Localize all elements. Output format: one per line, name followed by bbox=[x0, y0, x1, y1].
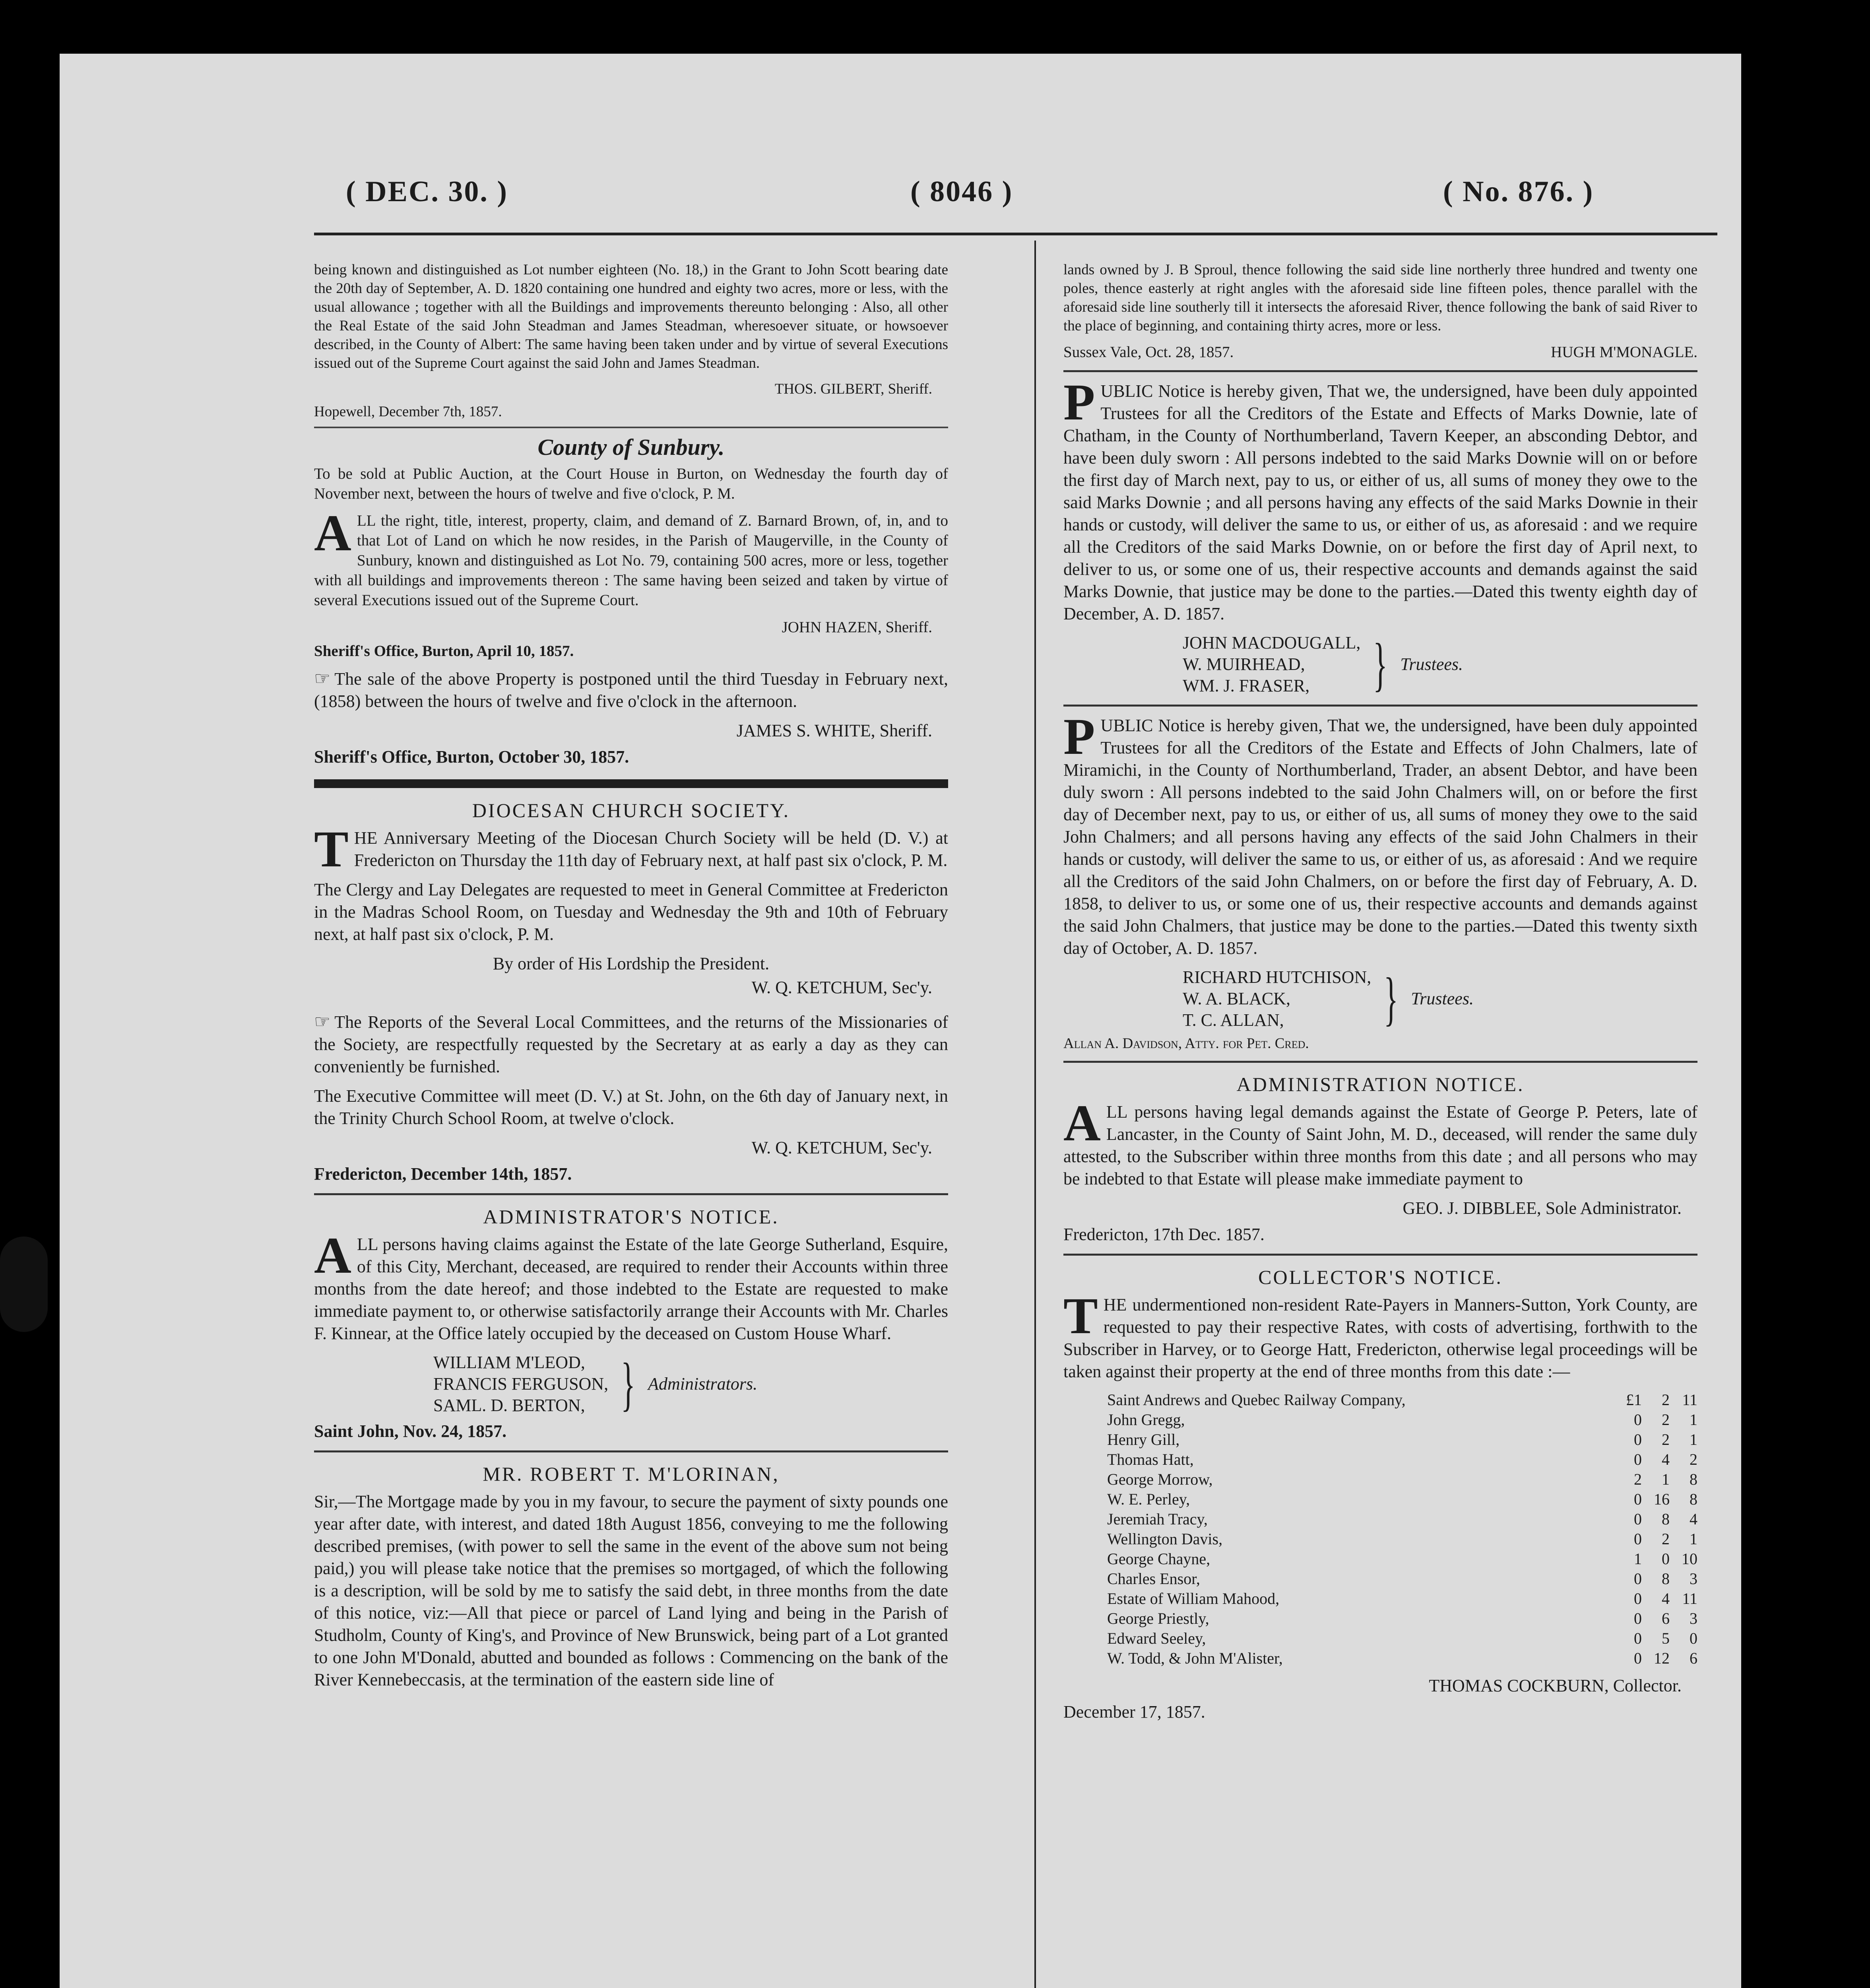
postpone-notice bbox=[314, 668, 948, 712]
admin-date: Saint John, Nov. 24, 1857. bbox=[314, 1421, 507, 1441]
postpone-signature: JAMES S. WHITE, Sheriff. bbox=[736, 721, 932, 740]
mortgage-date: Sussex Vale, Oct. 28, 1857. bbox=[1063, 344, 1234, 361]
amount-pence: 1 bbox=[1690, 1431, 1697, 1448]
amount-shillings: 0 bbox=[1662, 1550, 1670, 1568]
amount-pence: 10 bbox=[1682, 1550, 1697, 1568]
trustee-name: W. A. BLACK, bbox=[1183, 989, 1290, 1008]
collector-title: COLLECTOR'S NOTICE. bbox=[1258, 1266, 1503, 1288]
amount-pounds: 0 bbox=[1634, 1609, 1642, 1627]
sunbury-intro: To be sold at Public Auction, at the Court House in Burton, on Wednesday the fourth day of November next, between the hours of twelve and five o'clock, P. M. bbox=[314, 465, 948, 502]
gazette-page bbox=[60, 54, 1741, 1988]
ratepayer-row bbox=[1063, 1648, 1697, 1668]
chalmers-role: Trustees. bbox=[1411, 989, 1474, 1008]
ratepayer-row bbox=[1063, 1509, 1697, 1529]
amount-shillings: 1 bbox=[1662, 1470, 1670, 1488]
ratepayer-row bbox=[1063, 1470, 1697, 1489]
amount-pence: 6 bbox=[1690, 1649, 1697, 1667]
column-divider bbox=[1034, 241, 1036, 1988]
sunbury-text: ALL the right, title, interest, property, claim, and demand of Z. Barnard Brown, of, in, and to that Lot of Land on which he now resides, in the Parish of Maugerville, in the County of Sunbury, known and distinguished as Lot No. 79, containing 500 acres, more or less, together with all buildings and improvements thereon : The same having been seized and taken by virtue of several Executions issued out of the Supreme Court. bbox=[314, 505, 948, 609]
left-column bbox=[314, 260, 948, 1698]
diocesan-paragraph-1: THE Anniversary Meeting of the Diocesan Church Society will be held (D. V.) at Fredericton on Thursday the 11th day of February next, at half past six o'clock, P. M. bbox=[314, 821, 948, 878]
ratepayer-name: George Priestly, bbox=[1107, 1609, 1209, 1627]
admin-name: FRANCIS FERGUSON, bbox=[433, 1374, 609, 1394]
trustee-name: JOHN MACDOUGALL, bbox=[1183, 633, 1361, 652]
amount-pence: 4 bbox=[1690, 1510, 1697, 1528]
amount-pounds: 0 bbox=[1634, 1490, 1642, 1508]
amount-pounds: 0 bbox=[1634, 1570, 1642, 1588]
divider bbox=[1063, 370, 1697, 372]
amount-shillings: 5 bbox=[1662, 1629, 1670, 1647]
chalmers-trustees bbox=[1183, 967, 1697, 1031]
binder-clip bbox=[0, 1237, 48, 1332]
ratepayer-row bbox=[1063, 1549, 1697, 1569]
divider bbox=[1063, 1254, 1697, 1256]
ratepayer-row bbox=[1063, 1629, 1697, 1648]
ratepayer-row bbox=[1063, 1430, 1697, 1450]
diocesan-date: Fredericton, December 14th, 1857. bbox=[314, 1164, 572, 1184]
sunbury-title: County of Sunbury. bbox=[537, 434, 725, 460]
ratepayer-name: John Gregg, bbox=[1107, 1411, 1185, 1429]
divider bbox=[314, 1193, 948, 1195]
diocesan-reports bbox=[314, 1011, 948, 1078]
amount-shillings: 6 bbox=[1662, 1609, 1670, 1627]
trustee-name: T. C. ALLAN, bbox=[1183, 1010, 1284, 1030]
diocesan-paragraph-3: The Reports of the Several Local Committees, and the returns of the Missionaries of the Society, are respectfully requested by the Secretary at as early a day as they can conveniently be furnished. bbox=[314, 1012, 948, 1076]
ratepayer-name: George Chayne, bbox=[1107, 1550, 1210, 1568]
amount-pounds: 0 bbox=[1634, 1629, 1642, 1647]
amount-shillings: 4 bbox=[1662, 1450, 1670, 1468]
amount-shillings: 4 bbox=[1662, 1590, 1670, 1607]
amount-pence: 1 bbox=[1690, 1530, 1697, 1548]
ratepayer-name: Estate of William Mahood, bbox=[1107, 1590, 1280, 1607]
trustee-name: RICHARD HUTCHISON, bbox=[1183, 967, 1371, 987]
downie-role: Trustees. bbox=[1400, 654, 1463, 674]
amount-pounds: 0 bbox=[1634, 1510, 1642, 1528]
ratepayer-row bbox=[1063, 1569, 1697, 1589]
header-rule bbox=[314, 233, 1717, 235]
amount-pounds: 0 bbox=[1634, 1530, 1642, 1548]
amount-pence: 3 bbox=[1690, 1570, 1697, 1588]
admin2-text: ALL persons having legal demands against the Estate of George P. Peters, late of Lancaster, in the County of Saint John, M. D., deceased, will render the same duly attested, to the Subscriber within three months from this date ; and all persons who may be indebted to that Estate will please make immediate payment to bbox=[1063, 1095, 1697, 1188]
pointing-hand-icon: ☞ bbox=[314, 1011, 331, 1032]
amount-shillings: 8 bbox=[1662, 1570, 1670, 1588]
amount-pounds: 0 bbox=[1634, 1411, 1642, 1429]
amount-pounds: 0 bbox=[1634, 1450, 1642, 1468]
admin-role: Administrators. bbox=[648, 1374, 758, 1394]
mortgage-signature: HUGH M'MONAGLE. bbox=[1551, 344, 1697, 361]
ratepayer-name: W. E. Perley, bbox=[1107, 1490, 1190, 1508]
ratepayer-name: George Morrow, bbox=[1107, 1470, 1213, 1488]
ratepayer-row bbox=[1063, 1609, 1697, 1629]
thick-divider bbox=[314, 779, 948, 788]
ratepayer-name: W. Todd, & John M'Alister, bbox=[1107, 1649, 1283, 1667]
collector-text: THE undermentioned non-resident Rate-Payers in Manners-Sutton, York County, are requested to pay their respective Rates, with costs of advertising, forthwith to the Subscriber in Harvey, or to George Hatt, Fredericton, otherwise legal proceedings will be taken against their property at the end of three months from this date :— bbox=[1063, 1287, 1697, 1381]
diocesan-title: DIOCESAN CHURCH SOCIETY. bbox=[472, 799, 790, 821]
ratepayer-name: Charles Ensor, bbox=[1107, 1570, 1200, 1588]
diocesan-signature-2: W. Q. KETCHUM, Sec'y. bbox=[751, 1138, 932, 1157]
chalmers-attorney: Allan A. Davidson, Atty. for Pet. Cred. bbox=[1063, 1035, 1309, 1052]
amount-shillings: 2 bbox=[1662, 1391, 1670, 1409]
amount-shillings: 2 bbox=[1662, 1530, 1670, 1548]
divider bbox=[314, 1450, 948, 1452]
downie-notice: PUBLIC Notice is hereby given, That we, the undersigned, have been duly appointed Trustees for all the Creditors of the Estate and Effects of Marks Downie, late of Chatham, in the County of Northumberland, Tavern Keeper, an absconding Debtor, and have been duly sworn : All persons indebted to the said Marks Downie will on or before the first day of March next, pay to us, or either of us, all sums of money they owe to the said Marks Downie ; and all persons having any effects of the said Marks Downie in their hands or custody, will deliver the same to us, or either of us, as aforesaid : and we require all the Creditors of the said Marks Downie, on or before the first day of April next, to deliver to us, or some one of us, their respective accounts and demands against the said Marks Downie, that justice may be done to the parties.—Dated this twenty eighth day of December, A. D. 1857. bbox=[1063, 374, 1697, 623]
amount-pence: 8 bbox=[1690, 1490, 1697, 1508]
ratepayer-name: Edward Seeley, bbox=[1107, 1629, 1206, 1647]
amount-pounds: £1 bbox=[1626, 1391, 1642, 1409]
admin2-date: Fredericton, 17th Dec. 1857. bbox=[1063, 1225, 1265, 1244]
admin-title: ADMINISTRATOR'S NOTICE. bbox=[483, 1206, 779, 1228]
header-page-number: ( 8046 ) bbox=[910, 175, 1013, 208]
sunbury-date: Sheriff's Office, Burton, April 10, 1857. bbox=[314, 643, 574, 660]
ratepayer-table bbox=[1063, 1390, 1697, 1668]
amount-pounds: 2 bbox=[1634, 1470, 1642, 1488]
albert-date: Hopewell, December 7th, 1857. bbox=[314, 404, 502, 420]
amount-pence: 11 bbox=[1682, 1590, 1697, 1607]
amount-shillings: 12 bbox=[1654, 1649, 1670, 1667]
divider bbox=[314, 427, 948, 428]
diocesan-signature-1: W. Q. KETCHUM, Sec'y. bbox=[751, 978, 932, 997]
diocesan-paragraph-2: The Clergy and Lay Delegates are requested to meet in General Committee at Fredericton in the Madras School Room, on Tuesday and Wednesday the 9th and 10th of February next, at half past six o'clock, P. M. bbox=[314, 880, 948, 944]
albert-notice-text: being known and distinguished as Lot number eighteen (No. 18,) in the Grant to John Scott bearing date the 20th day of September, A. D. 1820 containing one hundred and eighty two acres, more or less, with the usual allowance ; together with all the Buildings and improvements thereunto belonging : Also, all other the Real Estate of the said John Steadman and James Steadman, wheresoever situate, or howsoever described, in the County of Albert: The same having been taken under and by virtue of several Executions issued out of the Supreme Court against the said John and James Steadman. bbox=[314, 262, 948, 371]
brace-glyph: } bbox=[1384, 966, 1399, 1032]
ratepayer-name: Saint Andrews and Quebec Railway Company, bbox=[1107, 1391, 1406, 1409]
amount-shillings: 8 bbox=[1662, 1510, 1670, 1528]
collector-date: December 17, 1857. bbox=[1063, 1702, 1205, 1722]
divider bbox=[1063, 1061, 1697, 1063]
ratepayer-row bbox=[1063, 1410, 1697, 1430]
amount-pence: 0 bbox=[1690, 1629, 1697, 1647]
mclorinan-title: MR. ROBERT T. M'LORINAN, bbox=[483, 1463, 780, 1485]
divider bbox=[1063, 705, 1697, 707]
brace-glyph: } bbox=[1373, 631, 1388, 697]
diocesan-paragraph-4: The Executive Committee will meet (D. V.) at St. John, on the 6th day of January next, in the Trinity Church School Room, at twelve o'clock. bbox=[314, 1086, 948, 1128]
amount-pence: 11 bbox=[1682, 1391, 1697, 1409]
diocesan-order: By order of His Lordship the President. bbox=[493, 954, 770, 973]
collector-signature: THOMAS COCKBURN, Collector. bbox=[1429, 1676, 1682, 1695]
amount-pence: 2 bbox=[1690, 1450, 1697, 1468]
downie-trustees bbox=[1183, 632, 1697, 697]
header-date: ( DEC. 30. ) bbox=[346, 175, 508, 208]
amount-pounds: 0 bbox=[1634, 1431, 1642, 1448]
admin-name: SAML. D. BERTON, bbox=[433, 1396, 585, 1415]
trustee-name: W. MUIRHEAD, bbox=[1183, 654, 1305, 674]
ratepayer-row bbox=[1063, 1589, 1697, 1609]
ratepayer-row bbox=[1063, 1390, 1697, 1410]
ratepayer-name: Thomas Hatt, bbox=[1107, 1450, 1194, 1468]
mclorinan-text: Sir,—The Mortgage made by you in my favour, to secure the payment of sixty pounds one year after date, with interest, and dated 18th August 1856, conveying to me the following described premises, (with power to sell the same in the event of the above sum not being paid,) you will please take notice that the premises so mortgaged, of which the following is a description, will be sold by me to satisfy the said debt, in three months from the date of this notice, viz:—All that piece or parcel of Land lying and being in the Parish of Studholm, County of King's, and Province of New Brunswick, being part of a Lot granted to one John M'Donald, abutted and bounded as follows : Commencing on the bank of the River Kennebeccasis, at the termination of the eastern side line of bbox=[314, 1492, 948, 1689]
brace-glyph: } bbox=[621, 1351, 636, 1417]
amount-pounds: 1 bbox=[1634, 1550, 1642, 1568]
mortgage-continuation: lands owned by J. B Sproul, thence following the said side line northerly three hundred and twenty one poles, thence easterly at right angles with the aforesaid side line fifteen poles, thence parallel with the aforesaid side line southerly till it intersects the aforesaid River, thence following the bank of said River to the place of beginning, and containing thirty acres, more or less. bbox=[1063, 262, 1697, 334]
admin-name: WILLIAM M'LEOD, bbox=[433, 1353, 585, 1372]
header-issue-number: ( No. 876. ) bbox=[1443, 175, 1594, 208]
right-column bbox=[1063, 260, 1697, 1723]
chalmers-notice: PUBLIC Notice is hereby given, That we, the undersigned, have been duly appointed Trustees for all the Creditors of the Estate and Effects of John Chalmers, late of Miramichi, in the County of Northumberland, Trader, an absent Debtor, and have been duly sworn : All persons indebted to the said John Chalmers will, on or before the first day of December next, pay to us, or either of us, all sums of money they owe to the said John Chalmers; and all persons having any effects of the said John Chalmers in their hands or custody, will deliver the same to us, or either of us, as aforesaid : And we require all the Creditors of the said John Chalmers, on or before the first day of February, A. D. 1858, to deliver to us, or some one of us, their respective accounts and demands against the said John Chalmers, that justice may be done to the parties.—Dated this twenty sixth day of October, A. D. 1857. bbox=[1063, 708, 1697, 958]
sunbury-signature: JOHN HAZEN, Sheriff. bbox=[782, 619, 932, 636]
mortgage-signoff bbox=[1063, 342, 1697, 362]
admin-signatories bbox=[433, 1352, 948, 1416]
ratepayer-row bbox=[1063, 1529, 1697, 1549]
albert-signature: THOS. GILBERT, Sheriff. bbox=[774, 381, 932, 397]
postpone-date: Sheriff's Office, Burton, October 30, 1857. bbox=[314, 747, 629, 767]
amount-pence: 1 bbox=[1690, 1411, 1697, 1429]
ratepayer-row bbox=[1063, 1489, 1697, 1509]
ratepayer-row bbox=[1063, 1450, 1697, 1470]
trustee-name: WM. J. FRASER, bbox=[1183, 676, 1310, 695]
amount-pence: 3 bbox=[1690, 1609, 1697, 1627]
admin2-title: ADMINISTRATION NOTICE. bbox=[1236, 1073, 1525, 1095]
amount-shillings: 2 bbox=[1662, 1411, 1670, 1429]
amount-shillings: 16 bbox=[1654, 1490, 1670, 1508]
admin2-signature: GEO. J. DIBBLEE, Sole Administrator. bbox=[1402, 1198, 1682, 1218]
pointing-hand-icon: ☞ bbox=[314, 668, 331, 689]
ratepayer-name: Jeremiah Tracy, bbox=[1107, 1510, 1208, 1528]
admin-text: ALL persons having claims against the Estate of the late George Sutherland, Esquire, of this City, Merchant, deceased, are required to render their Accounts within three months from the date hereof; and those indebted to the Estate are requested to make immediate payment to, or otherwise satisfactorily arrange their Accounts with Mr. Charles F. Kinnear, at the Office lately occupied by the deceased on Custom House Wharf. bbox=[314, 1227, 948, 1343]
amount-pounds: 0 bbox=[1634, 1590, 1642, 1607]
amount-shillings: 2 bbox=[1662, 1431, 1670, 1448]
amount-pounds: 0 bbox=[1634, 1649, 1642, 1667]
amount-pence: 8 bbox=[1690, 1470, 1697, 1488]
ratepayer-name: Henry Gill, bbox=[1107, 1431, 1180, 1448]
postpone-text: The sale of the above Property is postponed until the third Tuesday in February next, (1858) between the hours of twelve and five o'clock in the afternoon. bbox=[314, 669, 948, 711]
ratepayer-name: Wellington Davis, bbox=[1107, 1530, 1223, 1548]
